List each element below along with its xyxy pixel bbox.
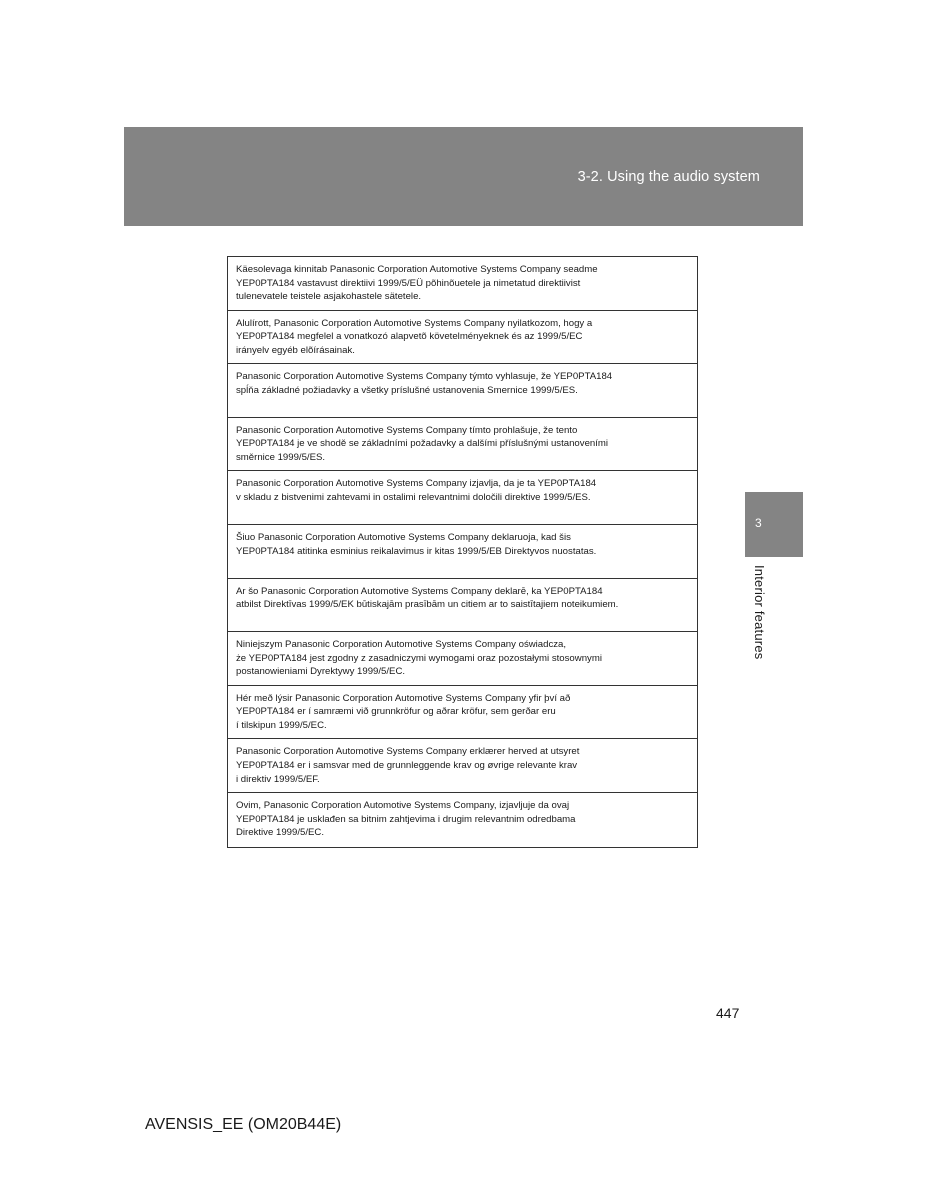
declaration-row (228, 525, 697, 579)
declaration-line: i direktiv 1999/5/EF. (236, 773, 320, 785)
declaration-line: v skladu z bistvenimi zahtevami in ostalimi relevantnimi določili direktive 1999/5/ES. (236, 491, 591, 503)
declaration-line: tulenevatele teistele asjakohastele sätetele. (236, 291, 422, 303)
declaration-line: YEP0PTA184 je usklađen sa bitnim zahtjevima i drugim relevantnim odredbama (236, 813, 576, 825)
declaration-line: irányelv egyéb elõírásainak. (236, 344, 355, 356)
declaration-line: spĺňa základné požiadavky a všetky príslušné ustanovenia Smernice 1999/5/ES. (236, 384, 578, 396)
declaration-line: że YEP0PTA184 jest zgodny z zasadniczymi wymogami oraz pozostałymi stosownymi (236, 652, 602, 664)
declaration-line: Ovim, Panasonic Corporation Automotive Systems Company, izjavljuje da ovaj (236, 799, 570, 811)
declaration-row (228, 686, 697, 740)
declaration-row (228, 739, 697, 793)
declaration-line: Ar šo Panasonic Corporation Automotive Systems Company deklarē, ka YEP0PTA184 (236, 585, 603, 597)
declaration-line: YEP0PTA184 er í samræmi við grunnkröfur og aðrar kröfur, sem gerðar eru (236, 706, 556, 718)
section-title: 3-2. Using the audio system (577, 169, 760, 185)
declaration-row (228, 632, 697, 686)
declaration-line: YEP0PTA184 vastavust direktiivi 1999/5/EÜ põhinõuetele ja nimetatud direktiivist (236, 277, 581, 289)
chapter-tab (745, 492, 803, 557)
declaration-line: směrnice 1999/5/ES. (236, 451, 326, 463)
declaration-line: YEP0PTA184 er i samsvar med de grunnleggende krav og øvrige relevante krav (236, 759, 578, 771)
declaration-row (228, 471, 697, 525)
declaration-table (227, 256, 698, 848)
declaration-line: Käesolevaga kinnitab Panasonic Corporation Automotive Systems Company seadme (236, 264, 598, 275)
declaration-row (228, 418, 697, 472)
declaration-line: YEP0PTA184 je ve shodě se základními požadavky a dalšími příslušnými ustanoveními (236, 438, 609, 450)
declaration-row (228, 793, 697, 847)
chapter-number: 3 (755, 516, 762, 530)
declaration-line: Šiuo Panasonic Corporation Automotive Systems Company deklaruoja, kad šis (236, 531, 571, 543)
declaration-line: Panasonic Corporation Automotive Systems Company erklærer herved at utsyret (236, 746, 580, 758)
declaration-line: Niniejszym Panasonic Corporation Automotive Systems Company oświadcza, (236, 639, 567, 651)
declaration-line: postanowieniami Dyrektywy 1999/5/EC. (236, 666, 406, 678)
page-number: 447 (716, 1005, 740, 1021)
declaration-row (228, 579, 697, 633)
declaration-line: í tilskipun 1999/5/EC. (236, 719, 327, 731)
manual-code: AVENSIS_EE (OM20B44E) (145, 1116, 342, 1133)
declaration-row (228, 311, 697, 365)
declaration-line: Panasonic Corporation Automotive Systems Company tímto prohlašuje, že tento (236, 424, 578, 436)
declaration-line: Alulírott, Panasonic Corporation Automotive Systems Company nyilatkozom, hogy a (236, 317, 593, 329)
declaration-row (228, 257, 697, 311)
declaration-line: Hér með lýsir Panasonic Corporation Automotive Systems Company yfir því að (236, 692, 571, 704)
declaration-line: YEP0PTA184 megfelel a vonatkozó alapvetõ követelményeknek és az 1999/5/EC (236, 331, 583, 343)
declaration-line: atbilst Direktīvas 1999/5/EK būtiskajām prasībām un citiem ar to saistītajiem noteikumiem. (236, 599, 619, 611)
chapter-label: Interior features (752, 565, 767, 660)
declaration-line: Direktive 1999/5/EC. (236, 827, 324, 839)
declaration-line: Panasonic Corporation Automotive Systems Company týmto vyhlasuje, že YEP0PTA184 (236, 371, 613, 383)
declaration-line: YEP0PTA184 atitinka esminius reikalavimus ir kitas 1999/5/EB Direktyvos nuostatas. (236, 545, 597, 557)
declaration-row (228, 364, 697, 418)
declaration-line: Panasonic Corporation Automotive Systems Company izjavlja, da je ta YEP0PTA184 (236, 478, 597, 490)
header-band (124, 127, 803, 226)
